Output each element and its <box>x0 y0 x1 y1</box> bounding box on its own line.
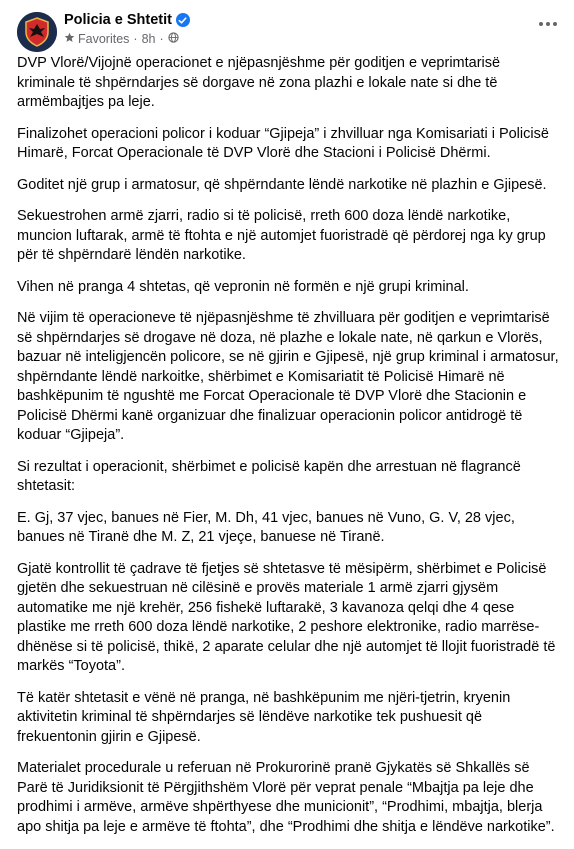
post-header <box>0 0 574 54</box>
post-paragraph: Materialet procedurale u referuan në Prokurorinë pranë Gjykatës së Shkallës së Parë të Juridiksionit të Përgjithshëm Vlorë për veprat penale “Mbajtja pa leje dhe prodhimi i armëve, armëve shpërthyese dhe municionit”, “Prodhimi, mbajtja, blerja apo shitja pa leje e armëve të ftohta”, dhe “Prodhimi dhe shitja e lëndëve narkotike”. <box>17 760 555 835</box>
post-paragraph: Vihen në pranga 4 shtetas, që vepronin në formën e një grupi kriminal. <box>17 278 469 295</box>
page-name[interactable]: Policia e Shtetit <box>64 12 172 28</box>
post-paragraph: Goditet një grup i armatosur, që shpërndante lëndë narkotike në plazhin e Gjipesë. <box>17 176 547 193</box>
post-body <box>17 54 562 849</box>
globe-icon[interactable] <box>168 32 179 46</box>
police-emblem-icon <box>17 12 57 52</box>
more-options-icon <box>539 22 543 26</box>
post-paragraph: Sekuestrohen armë zjarri, radio si të policisë, rreth 600 doza lëndë narkotike, muncion luftarak, armë të ftohta e një automjet fuoristradë që përdorej nga ky grup për të shpërndarë lëndën narkotike. <box>17 208 546 263</box>
audience-label[interactable]: Favorites <box>78 32 130 46</box>
post-paragraph: Gjatë kontrollit të çadrave të fjetjes së shtetasve të mësipërm, shërbimet e Policisë gjetën dhe sekuestruan në cilësinë e provës materiale 1 armë zjarri gjysëm automatike me një krehër, 256 fishekë luftarakë, 3 kavanoza qelqi dhe 4 qese plastike me rreth 600 doza lëndë narkotike, 2 peshore elektronike, radio marrëse-dhënëse si të policisë, thikë, 2 aparate celular dhe një automjet të llojit fuoristradë të markës “Toyota”. <box>17 560 556 674</box>
more-options-button[interactable] <box>534 14 562 34</box>
verified-badge-icon <box>176 13 190 27</box>
post-paragraph: Të katër shtetasit e vënë në pranga, në bashkëpunim me njëri-tjetrin, kryenin aktivitetin kriminal të shpërndarjes së lëndëve narkotike tek pushuesit që frekuentonin gjirin e Gjipesë. <box>17 689 511 745</box>
post-paragraph: Finalizohet operacioni policor i koduar “Gjipeja” i zhvilluar nga Komisariati i Policisë Himarë, Forcat Operacionale të DVP Vlorë dhe Stacioni i Policisë Dhërmi. <box>17 125 549 161</box>
meta-separator: · <box>133 32 138 46</box>
meta-separator: · <box>159 32 164 46</box>
favorites-star-icon <box>64 32 75 46</box>
post-paragraph: E. Gj, 37 vjec, banues në Fier, M. Dh, 41 vjec, banues në Vuno, G. V, 28 vjec, banues në Tiranë dhe M. Z, 21 vjeçe, banuese në Tiranë. <box>17 509 515 545</box>
page-name-row <box>64 12 190 28</box>
post-time[interactable]: 8h <box>141 32 156 46</box>
page-avatar[interactable] <box>17 12 57 52</box>
post-paragraph: Si rezultat i operacionit, shërbimet e policisë kapën dhe arrestuan në flagrancë shtetasit: <box>17 458 521 494</box>
post-paragraph: DVP Vlorë/Vijojnë operacionet e njëpasnjëshme për goditjen e veprimtarisë kriminale të shpërndarjes së dorgave në zona plazhi e lokale nate si dhe të armëmbajtjes pa leje. <box>17 55 501 110</box>
post-paragraph: Në vijim të operacioneve të njëpasnjëshme të zhvilluara për goditjen e veprimtarisë së shpërndarjes së drogave në doza, në plazhe e lokale nate, në qarkun e Vlorës, bazuar në inteligjencën policore, se në gjirin e Gjipesë, një grup kriminal i armatosur, shpërndante lëndë narkoitke, shërbimet e Komisariatit të Policisë Himarë në bashkëpunim të ngushtë me Forcat Operacionale të DVP Vlorë dhe Stacionin e Policisë Dhërmi kanë organizuar dhe finalizuar operacionin policor antidrogë të koduar “Gjipeja”. <box>17 310 559 443</box>
post-meta <box>64 32 179 46</box>
